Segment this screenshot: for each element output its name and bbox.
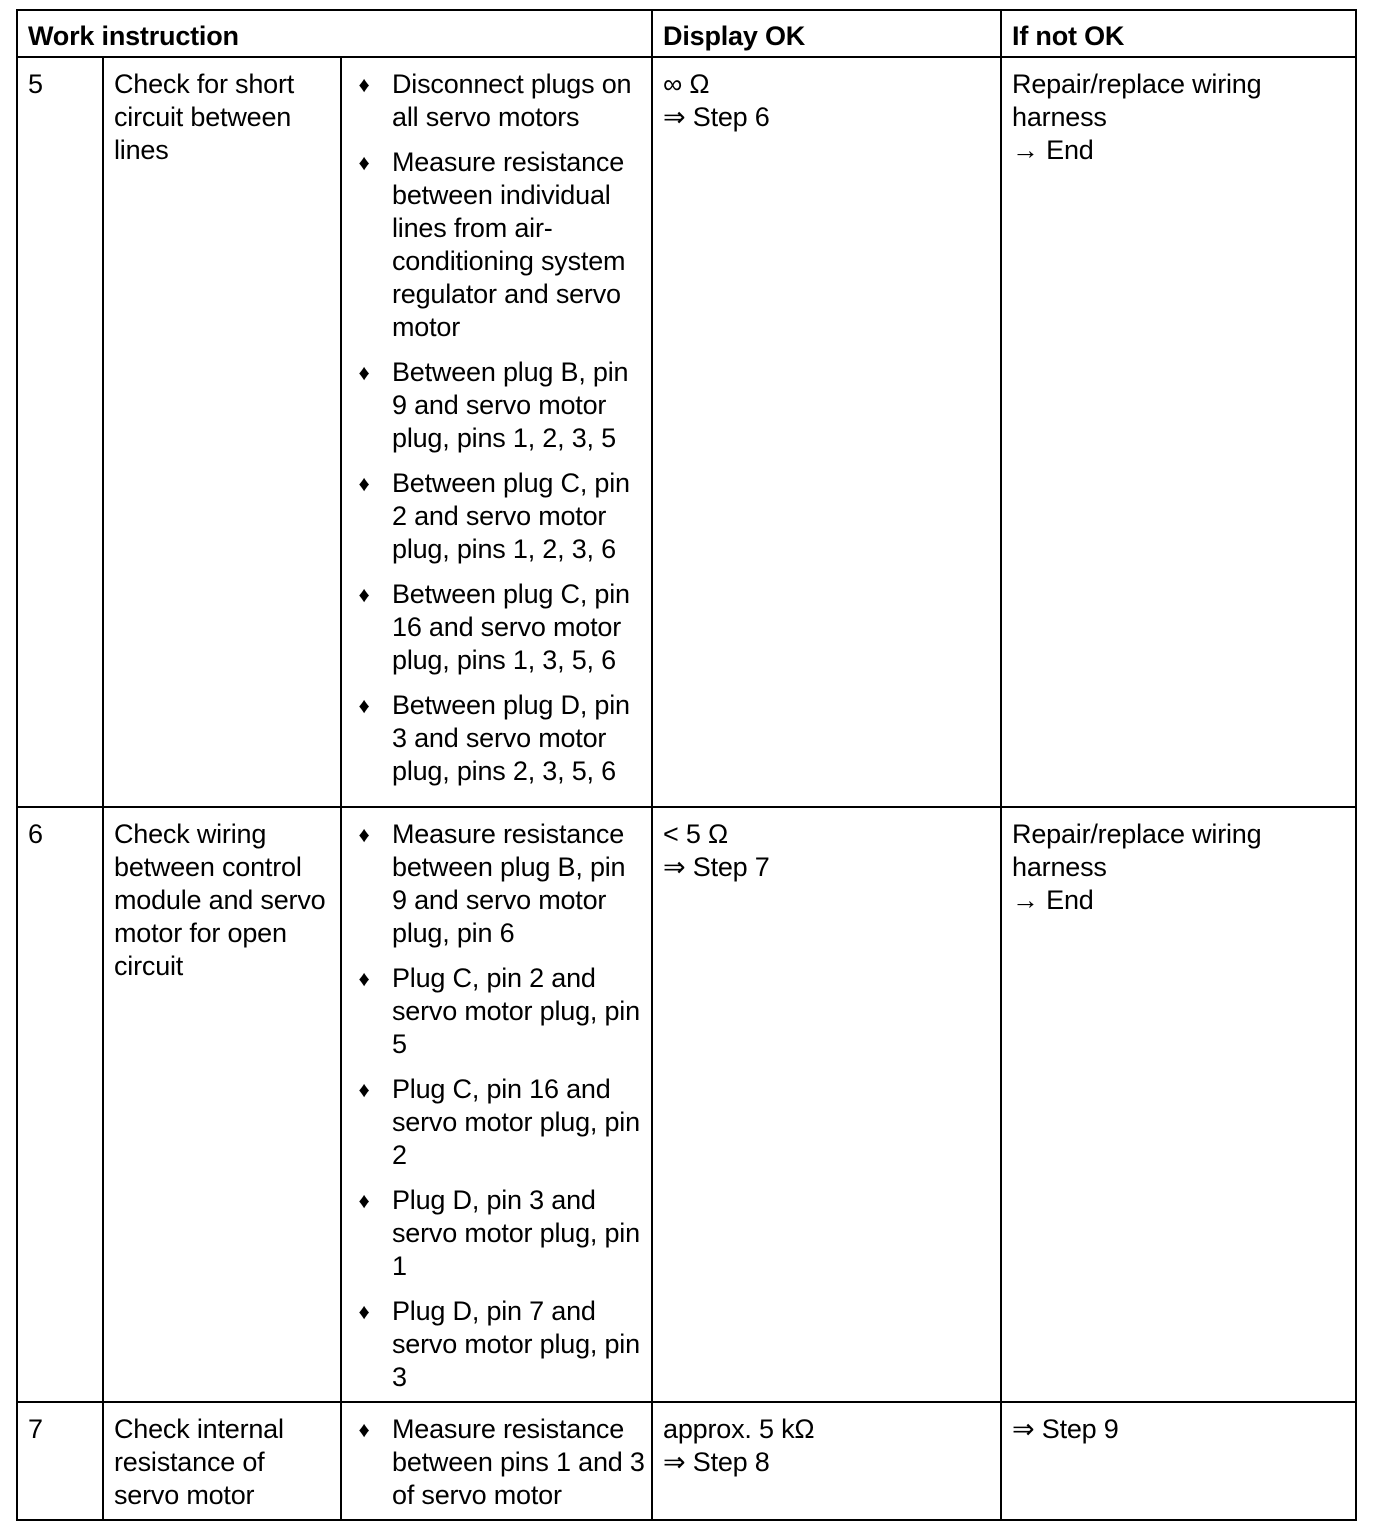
work-instruction-table-frame bbox=[16, 9, 1357, 1521]
if-not-ok-action: Repair/replace wiring harness bbox=[1012, 69, 1262, 132]
if-not-ok-next: → End bbox=[1012, 885, 1094, 915]
instruction-item: ♦ Between plug C, pin 16 and servo motor plug, pins 1, 3, 5, 6 bbox=[354, 578, 645, 677]
display-ok-value: ∞ Ω bbox=[663, 69, 710, 99]
diamond-bullet-icon: ♦ bbox=[358, 1077, 370, 1102]
display-ok-cell bbox=[652, 807, 1001, 1402]
header-if-not-ok: If not OK bbox=[1001, 10, 1356, 57]
instruction-item: ♦ Plug C, pin 16 and servo motor plug, pin 2 bbox=[354, 1073, 645, 1172]
table-row-step-7 bbox=[17, 1402, 1356, 1520]
display-ok-value: approx. 5 kΩ bbox=[663, 1414, 815, 1444]
diamond-bullet-icon: ♦ bbox=[358, 1299, 370, 1324]
diamond-bullet-icon: ♦ bbox=[358, 360, 370, 385]
instruction-item: ♦ Between plug B, pin 9 and servo motor plug, pins 1, 2, 3, 5 bbox=[354, 356, 645, 455]
if-not-ok-cell bbox=[1001, 1402, 1356, 1520]
if-not-ok-next: ⇒ Step 9 bbox=[1012, 1414, 1119, 1444]
step-instructions bbox=[341, 57, 652, 807]
diamond-bullet-icon: ♦ bbox=[358, 72, 370, 97]
step-number: 5 bbox=[17, 57, 103, 807]
instruction-item: ♦ Between plug C, pin 2 and servo motor plug, pins 1, 2, 3, 6 bbox=[354, 467, 645, 566]
diamond-bullet-icon: ♦ bbox=[358, 582, 370, 607]
if-not-ok-cell bbox=[1001, 57, 1356, 807]
instruction-item: ♦ Plug D, pin 3 and servo motor plug, pin 1 bbox=[354, 1184, 645, 1283]
table-row-step-6 bbox=[17, 807, 1356, 1402]
display-ok-next-step: ⇒ Step 8 bbox=[663, 1447, 770, 1477]
instruction-item: ♦ Measure resistance between pins 1 and 3 of servo motor bbox=[354, 1413, 645, 1512]
step-description: Check internal resistance of servo motor bbox=[103, 1402, 341, 1520]
display-ok-next-step: ⇒ Step 6 bbox=[663, 102, 770, 132]
step-instructions bbox=[341, 807, 652, 1402]
diamond-bullet-icon: ♦ bbox=[358, 822, 370, 847]
diamond-bullet-icon: ♦ bbox=[358, 1417, 370, 1442]
instruction-list bbox=[354, 1413, 645, 1512]
step-description: Check wiring between control module and servo motor for open circuit bbox=[103, 807, 341, 1402]
instruction-list bbox=[354, 818, 645, 1394]
table-row-step-5 bbox=[17, 57, 1356, 807]
instruction-item: ♦ Plug C, pin 2 and servo motor plug, pin 5 bbox=[354, 962, 645, 1061]
display-ok-value: < 5 Ω bbox=[663, 819, 729, 849]
step-instructions bbox=[341, 1402, 652, 1520]
instruction-item: ♦ Plug D, pin 7 and servo motor plug, pin 3 bbox=[354, 1295, 645, 1394]
step-number: 7 bbox=[17, 1402, 103, 1520]
header-work-instruction: Work instruction bbox=[17, 10, 652, 57]
diamond-bullet-icon: ♦ bbox=[358, 1188, 370, 1213]
diamond-bullet-icon: ♦ bbox=[358, 150, 370, 175]
diamond-bullet-icon: ♦ bbox=[358, 966, 370, 991]
step-description: Check for short circuit between lines bbox=[103, 57, 341, 807]
if-not-ok-next: → End bbox=[1012, 135, 1094, 165]
instruction-item: ♦ Disconnect plugs on all servo motors bbox=[354, 68, 645, 134]
instruction-item: ♦ Measure resistance between plug B, pin 9 and servo motor plug, pin 6 bbox=[354, 818, 645, 950]
diamond-bullet-icon: ♦ bbox=[358, 471, 370, 496]
display-ok-cell bbox=[652, 57, 1001, 807]
table-header-row bbox=[17, 10, 1356, 57]
diamond-bullet-icon: ♦ bbox=[358, 693, 370, 718]
instruction-item: ♦ Between plug D, pin 3 and servo motor plug, pins 2, 3, 5, 6 bbox=[354, 689, 645, 788]
work-instruction-table bbox=[16, 9, 1357, 1521]
if-not-ok-cell bbox=[1001, 807, 1356, 1402]
display-ok-cell bbox=[652, 1402, 1001, 1520]
display-ok-next-step: ⇒ Step 7 bbox=[663, 852, 770, 882]
header-display-ok: Display OK bbox=[652, 10, 1001, 57]
instruction-item: ♦ Measure resistance between individual lines from air-conditioning system regulator and servo motor bbox=[354, 146, 645, 344]
step-number: 6 bbox=[17, 807, 103, 1402]
instruction-list bbox=[354, 68, 645, 788]
if-not-ok-action: Repair/replace wiring harness bbox=[1012, 819, 1262, 882]
